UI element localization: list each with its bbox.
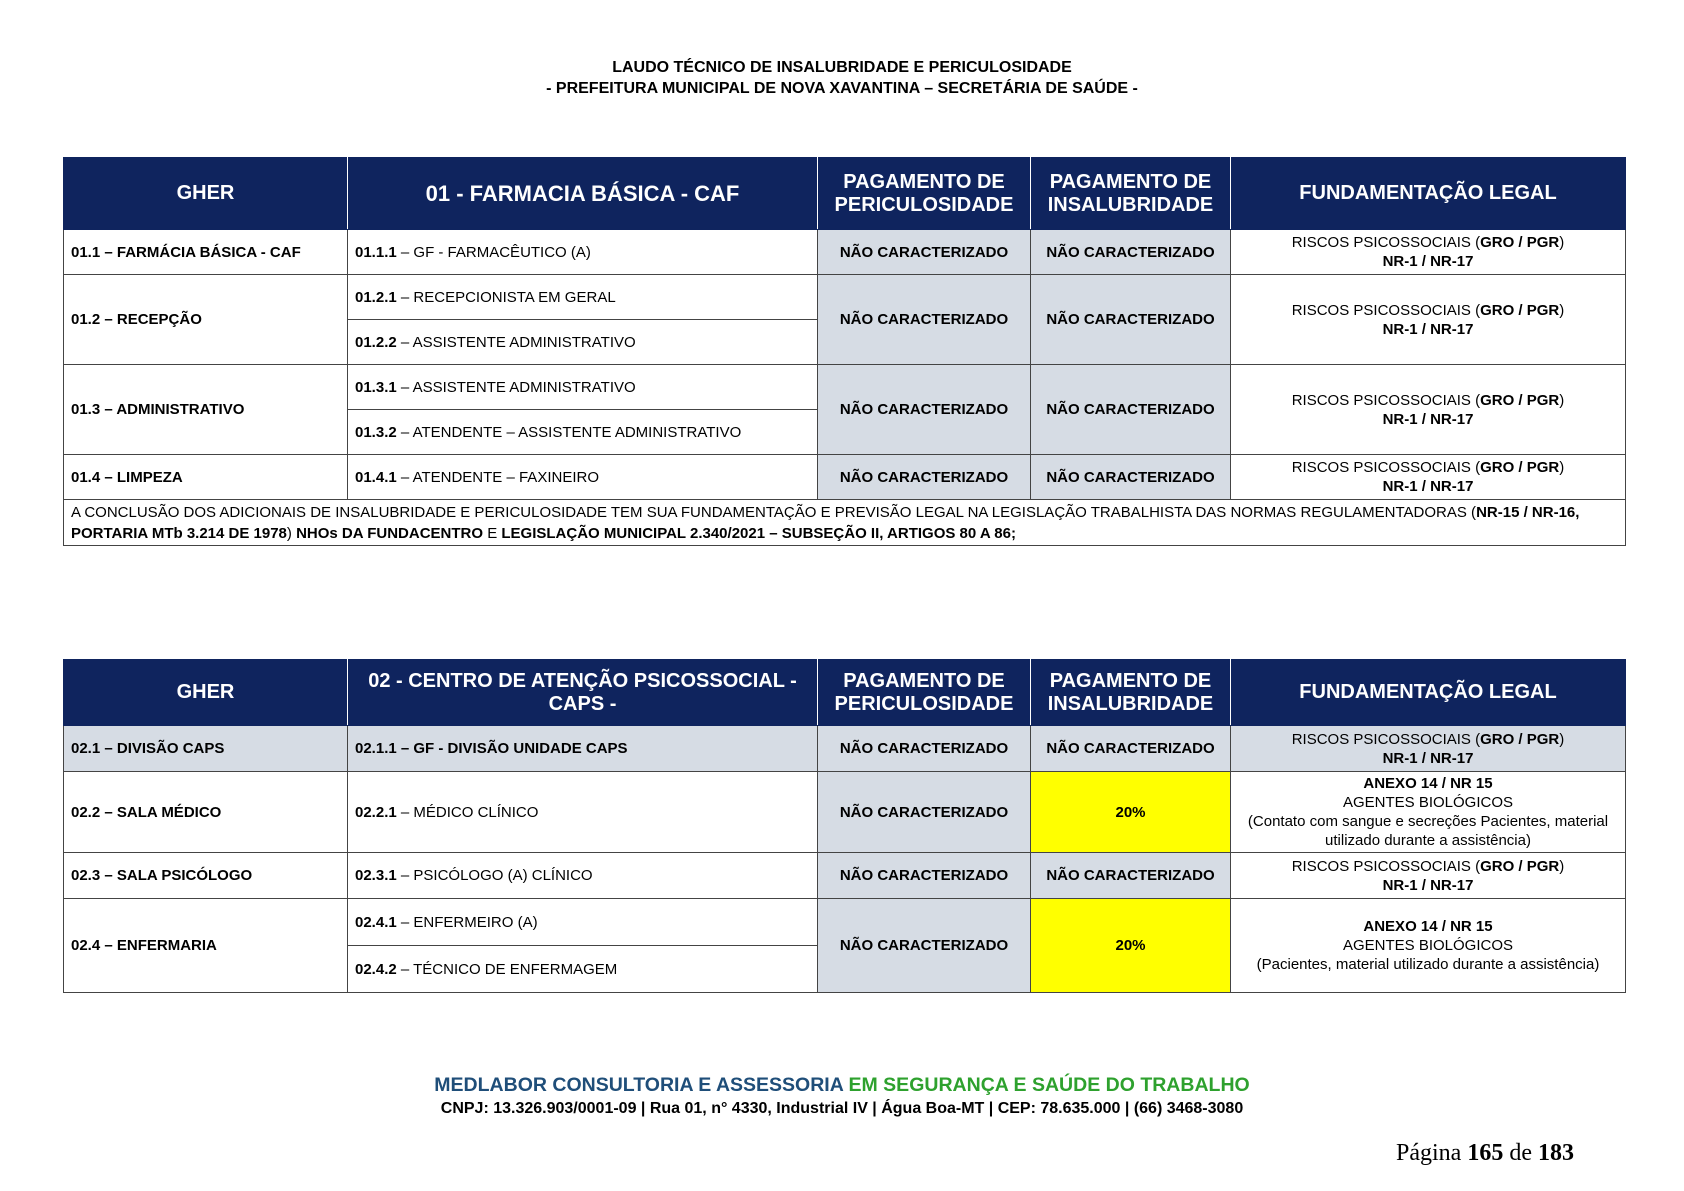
insalubridade-cell: NÃO CARACTERIZADO — [1031, 455, 1231, 500]
table-caps — [63, 659, 1626, 993]
function-cell: 02.1.1 – GF - DIVISÃO UNIDADE CAPS — [348, 726, 818, 772]
col-header-fundamentacao: FUNDAMENTAÇÃO LEGAL — [1231, 158, 1626, 230]
legal-text: RISCOS PSICOSSOCIAIS ( — [1291, 459, 1481, 476]
function-name: – MÉDICO CLÍNICO — [396, 803, 539, 821]
legal-bold: GRO / PGR — [1480, 234, 1560, 251]
conclusion-text-3: E — [483, 524, 502, 542]
function-cell — [348, 275, 818, 320]
document-subtitle: - PREFEITURA MUNICIPAL DE NOVA XAVANTINA – SECRETÁRIA DE SAÚDE - — [546, 80, 1138, 97]
legal-nr: NR-1 / NR-17 — [1382, 410, 1474, 428]
fundamentacao-cell — [1231, 853, 1626, 899]
legal-bold: GRO / PGR — [1480, 301, 1560, 319]
legal-nr: NR-1 / NR-17 — [1382, 320, 1474, 338]
conclusion-bold-1: NR-15 / NR-16, PORTARIA MTb 3.214 DE 1978 — [71, 503, 1580, 542]
insalubridade-cell: 20% — [1031, 899, 1231, 993]
periculosidade-cell: NÃO CARACTERIZADO — [818, 899, 1031, 993]
legal-bold: GRO / PGR — [1480, 730, 1560, 748]
function-code: 01.4.1 — [355, 468, 397, 486]
col-header-insalubridade: PAGAMENTO DE INSALUBRIDADE — [1031, 660, 1231, 726]
conclusion-row — [64, 500, 1626, 546]
periculosidade-cell: NÃO CARACTERIZADO — [818, 275, 1031, 365]
insalubridade-cell: NÃO CARACTERIZADO — [1031, 726, 1231, 772]
table-row — [64, 899, 1626, 946]
function-code: 01.3.1 — [355, 378, 397, 396]
col-header-gher: GHER — [64, 158, 348, 230]
function-name: – GF - FARMACÊUTICO (A) — [396, 243, 591, 261]
function-name: – ATENDENTE – ASSISTENTE ADMINISTRATIVO — [396, 423, 742, 441]
fundamentacao-cell — [1231, 726, 1626, 772]
fundamentacao-cell — [1231, 365, 1626, 455]
legal-nr: NR-1 / NR-17 — [1382, 876, 1474, 894]
conclusion-bold-3: LEGISLAÇÃO MUNICIPAL 2.340/2021 – SUBSEÇÃO II, ARTIGOS 80 A 86; — [501, 524, 1016, 542]
function-code: 01.2.1 — [355, 288, 397, 306]
legal-text: RISCOS PSICOSSOCIAIS ( — [1291, 234, 1481, 251]
function-code: 02.3.1 — [355, 867, 397, 884]
fundamentacao-cell — [1231, 230, 1626, 275]
table-header-row — [64, 660, 1626, 726]
company-name: MEDLABOR CONSULTORIA E ASSESSORIA — [434, 1074, 844, 1096]
fundamentacao-cell — [1231, 772, 1626, 853]
legal-bold: GRO / PGR — [1480, 391, 1560, 409]
page-total: 183 — [1538, 1140, 1574, 1166]
periculosidade-cell: NÃO CARACTERIZADO — [818, 772, 1031, 853]
function-name: – RECEPCIONISTA EM GERAL — [396, 288, 616, 306]
function-name: – ATENDENTE – FAXINEIRO — [396, 468, 599, 486]
function-cell — [348, 772, 818, 853]
page-current: 165 — [1467, 1140, 1504, 1166]
table-row — [64, 726, 1626, 772]
function-code: 01.3.2 — [355, 423, 397, 441]
conclusion-text: A CONCLUSÃO DOS ADICIONAIS DE INSALUBRIDADE E PERICULOSIDADE TEM SUA FUNDAMENTAÇÃO E PREVISÃO LEGAL NA LEGISLAÇÃO TRABALHISTA DAS NORMAS REGULAMENTADORAS ( — [71, 503, 1477, 521]
function-code: 02.4.2 — [355, 960, 397, 978]
table-row — [64, 455, 1626, 500]
function-name: – PSICÓLOGO (A) CLÍNICO — [396, 867, 593, 884]
col-header-insalubridade: PAGAMENTO DE INSALUBRIDADE — [1031, 158, 1231, 230]
footer-address: CNPJ: 13.326.903/0001-09 | Rua 01, n° 4330, Industrial IV | Água Boa-MT | CEP: 78.635.000 | (66) 3468-3080 — [440, 1100, 1244, 1117]
gher-cell: 01.3 – ADMINISTRATIVO — [64, 365, 348, 455]
legal-bold: GRO / PGR — [1480, 459, 1560, 476]
col-header-sector: 01 - FARMACIA BÁSICA - CAF — [348, 158, 818, 230]
periculosidade-cell: NÃO CARACTERIZADO — [818, 726, 1031, 772]
legal-close: ) — [1559, 301, 1565, 319]
legal-text: RISCOS PSICOSSOCIAIS ( — [1291, 730, 1481, 748]
legal-close: ) — [1559, 391, 1565, 409]
insalubridade-cell: NÃO CARACTERIZADO — [1031, 853, 1231, 899]
periculosidade-cell: NÃO CARACTERIZADO — [818, 853, 1031, 899]
table-row — [64, 230, 1626, 275]
function-name: – TÉCNICO DE ENFERMAGEM — [396, 960, 618, 978]
company-area: EM SEGURANÇA E SAÚDE DO TRABALHO — [843, 1074, 1250, 1096]
legal-text: RISCOS PSICOSSOCIAIS ( — [1291, 391, 1481, 409]
function-code: 01.2.2 — [355, 333, 397, 351]
legal-agentes: AGENTES BIOLÓGICOS — [1342, 937, 1514, 954]
legal-bold: GRO / PGR — [1480, 857, 1560, 875]
legal-close: ) — [1559, 234, 1565, 251]
col-header-gher: GHER — [64, 660, 348, 726]
gher-cell: 02.1 – DIVISÃO CAPS — [64, 726, 348, 772]
function-code: 02.4.1 — [355, 913, 397, 931]
table-row — [64, 772, 1626, 853]
conclusion-text-2: ) — [286, 524, 297, 542]
function-cell — [348, 365, 818, 410]
gher-cell: 01.2 – RECEPÇÃO — [64, 275, 348, 365]
legal-close: ) — [1559, 459, 1565, 476]
function-code: 02.2.1 — [355, 803, 397, 821]
legal-close: ) — [1559, 730, 1565, 748]
footer-company — [0, 1074, 1684, 1097]
page-label: Página — [1396, 1140, 1468, 1166]
gher-cell: 01.1 – FARMÁCIA BÁSICA - CAF — [64, 230, 348, 275]
gher-cell: 02.4 – ENFERMARIA — [64, 899, 348, 993]
col-header-periculosidade: PAGAMENTO DE PERICULOSIDADE — [818, 660, 1031, 726]
table-row — [64, 853, 1626, 899]
legal-nr: NR-1 / NR-17 — [1382, 478, 1474, 495]
col-header-sector: 02 - CENTRO DE ATENÇÃO PSICOSSOCIAL - CAPS - — [348, 660, 818, 726]
function-cell — [348, 230, 818, 275]
conclusion-bold-2: NHOs DA FUNDACENTRO — [296, 524, 484, 542]
table-farmacia-basica — [63, 157, 1626, 546]
function-name: – ENFERMEIRO (A) — [396, 913, 538, 931]
col-header-periculosidade: PAGAMENTO DE PERICULOSIDADE — [818, 158, 1031, 230]
legal-text: RISCOS PSICOSSOCIAIS ( — [1291, 301, 1481, 319]
legal-anexo: ANEXO 14 / NR 15 — [1363, 775, 1493, 792]
fundamentacao-cell — [1231, 275, 1626, 365]
function-cell — [348, 946, 818, 993]
legal-close: ) — [1559, 857, 1565, 875]
table-row — [64, 275, 1626, 320]
insalubridade-cell: NÃO CARACTERIZADO — [1031, 365, 1231, 455]
legal-text: RISCOS PSICOSSOCIAIS ( — [1291, 857, 1481, 875]
page-number — [1396, 1140, 1574, 1167]
function-cell — [348, 320, 818, 365]
function-code: 01.1.1 — [355, 243, 397, 261]
periculosidade-cell: NÃO CARACTERIZADO — [818, 455, 1031, 500]
page-sep: de — [1503, 1140, 1538, 1166]
function-cell — [348, 410, 818, 455]
function-cell — [348, 455, 818, 500]
legal-detail: (Pacientes, material utilizado durante a assistência) — [1256, 956, 1600, 973]
table-row — [64, 365, 1626, 410]
fundamentacao-cell — [1231, 455, 1626, 500]
function-name: – ASSISTENTE ADMINISTRATIVO — [396, 333, 636, 351]
insalubridade-cell: NÃO CARACTERIZADO — [1031, 275, 1231, 365]
fundamentacao-cell — [1231, 899, 1626, 993]
function-cell — [348, 853, 818, 899]
gher-cell: 02.2 – SALA MÉDICO — [64, 772, 348, 853]
legal-nr: NR-1 / NR-17 — [1382, 253, 1474, 270]
periculosidade-cell: NÃO CARACTERIZADO — [818, 230, 1031, 275]
table-header-row — [64, 158, 1626, 230]
insalubridade-cell: 20% — [1031, 772, 1231, 853]
legal-detail: (Contato com sangue e secreções Pacientes, material utilizado durante a assistência) — [1247, 813, 1609, 849]
legal-nr: NR-1 / NR-17 — [1382, 749, 1474, 767]
document-title: LAUDO TÉCNICO DE INSALUBRIDADE E PERICULOSIDADE — [612, 59, 1072, 76]
gher-cell: 01.4 – LIMPEZA — [64, 455, 348, 500]
conclusion-cell — [64, 500, 1626, 546]
function-name: – ASSISTENTE ADMINISTRATIVO — [396, 378, 636, 396]
function-cell — [348, 899, 818, 946]
legal-agentes: AGENTES BIOLÓGICOS — [1342, 794, 1514, 811]
col-header-fundamentacao: FUNDAMENTAÇÃO LEGAL — [1231, 660, 1626, 726]
insalubridade-cell: NÃO CARACTERIZADO — [1031, 230, 1231, 275]
gher-cell: 02.3 – SALA PSICÓLOGO — [64, 853, 348, 899]
legal-anexo: ANEXO 14 / NR 15 — [1363, 918, 1493, 935]
periculosidade-cell: NÃO CARACTERIZADO — [818, 365, 1031, 455]
